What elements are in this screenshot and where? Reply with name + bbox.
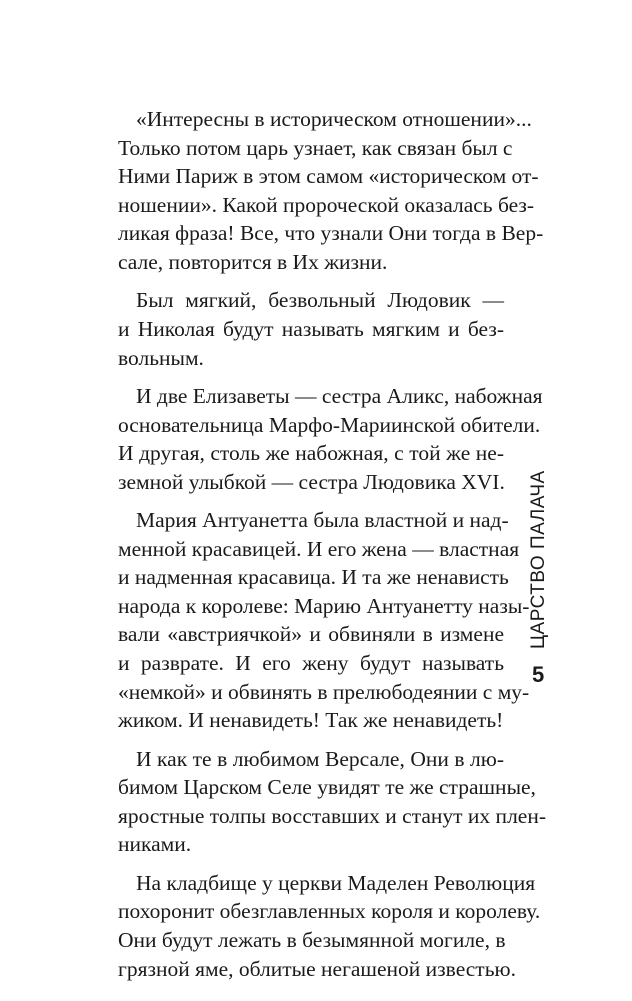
page-number: 5 <box>532 662 545 687</box>
paragraph <box>118 286 504 372</box>
text-line: ношении». Какой пророческой оказалась без- <box>118 192 535 217</box>
text-line: Ними Париж в этом самом «историческом от- <box>118 164 539 189</box>
text-line: «немкой» и обвинять в прелюбодеянии с му- <box>118 679 530 704</box>
running-head: ЦАРСТВО ПАЛАЧА <box>528 470 549 650</box>
paragraph <box>118 745 547 859</box>
text-line: и Николая будут называть мягким и без- <box>118 316 504 341</box>
text-line: бимом Царском Селе увидят те же страшные, <box>118 775 536 800</box>
text-line: ликая фраза! Все, что узнали Они тогда в Вер- <box>118 221 544 246</box>
text-line: и надменная красавица. И та же ненависть <box>118 565 509 590</box>
text-line: И две Елизаветы — сестра Аликс, набожная <box>136 383 543 408</box>
text-line: Они будут лежать в безымянной могиле, в <box>118 928 506 953</box>
text-line: Был мягкий, безвольный Людовик — <box>136 288 504 313</box>
paragraph <box>118 105 544 277</box>
text-line: И как те в любимом Версале, Они в лю- <box>136 746 504 771</box>
text-line: земной улыбкой — сестра Людовика XVI. <box>118 469 505 494</box>
text-line: вали «австриячкой» и обвиняли в измене <box>118 622 504 647</box>
text-line: На кладбище у церкви Маделен Революция <box>136 870 536 895</box>
paragraph <box>118 869 541 983</box>
text-line: И другая, столь же набожная, с той же не- <box>118 441 504 466</box>
text-line: Только потом царь узнает, как связан был с <box>118 135 513 160</box>
text-line: «Интересны в историческом отношении»... <box>136 107 532 131</box>
text-line: грязной яме, облитые негашеной известью. <box>118 956 516 981</box>
paragraph <box>118 382 543 496</box>
text-line: никами. <box>118 832 192 857</box>
text-line: менной красавицей. И его жена — властная <box>118 536 520 561</box>
text-line: сале, повторится в Их жизни. <box>118 249 388 274</box>
paragraph <box>118 506 530 735</box>
text-line: яростные толпы восставших и станут их плен- <box>118 803 547 828</box>
text-line: жиком. И ненавидеть! Так же ненавидеть! <box>118 708 504 733</box>
text-line: и разврате. И его жену будут называть <box>118 651 504 676</box>
text-line: вольным. <box>118 345 204 370</box>
text-line: похоронит обезглавленных короля и королеву. <box>118 899 541 924</box>
text-line: Мария Антуанетта была властной и над- <box>136 508 509 533</box>
text-line: основательница Марфо-Мариинской обители. <box>118 412 541 437</box>
text-line: народа к королеве: Марию Антуанетту назы- <box>118 593 530 618</box>
